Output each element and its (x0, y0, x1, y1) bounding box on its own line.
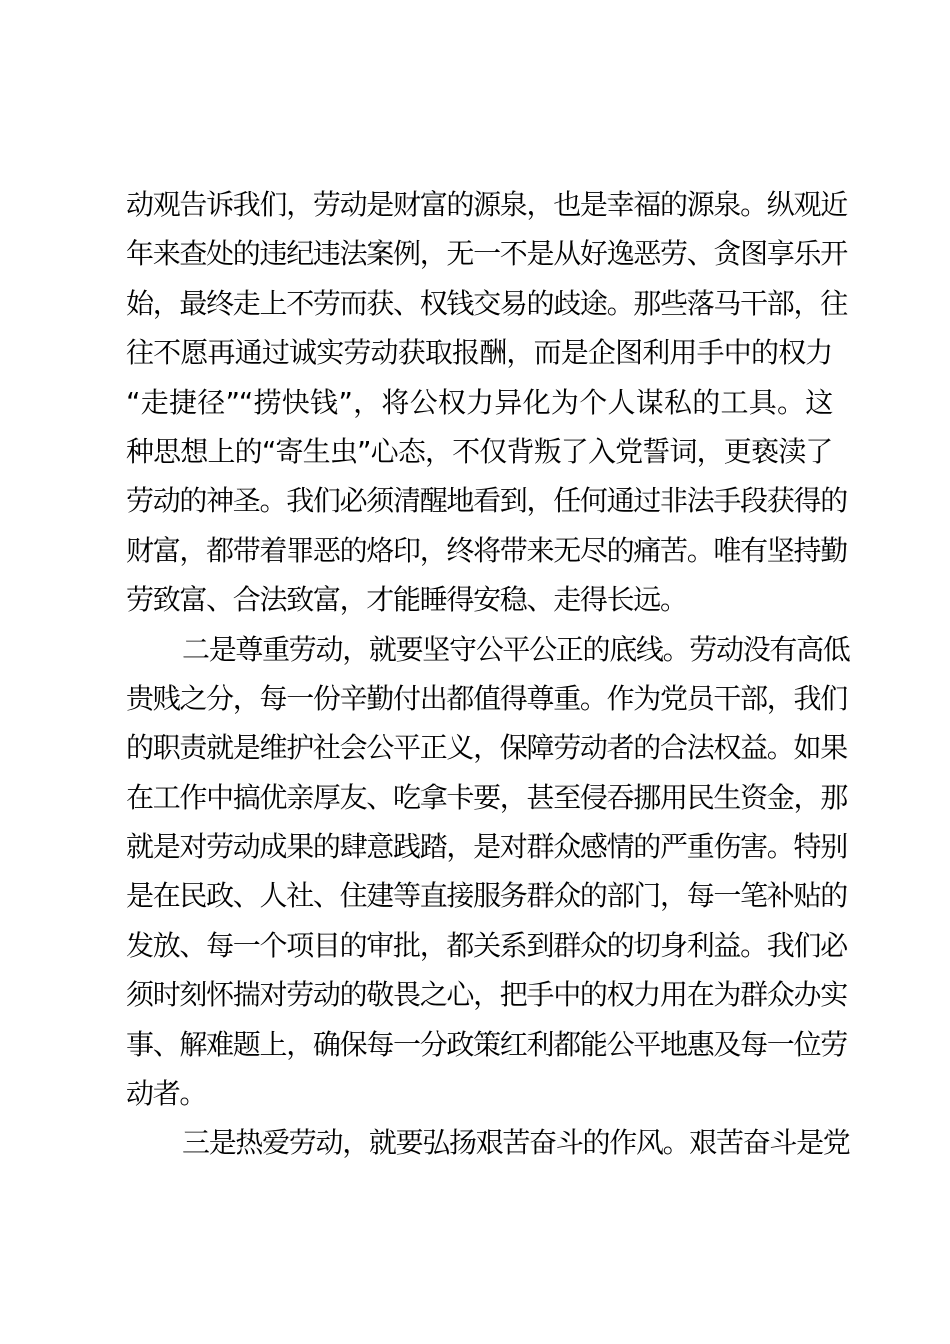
text-line: 事、解难题上，确保每一分政策红利都能公平地惠及每一位劳 (126, 1027, 847, 1061)
text-line: 是在民政、人社、住建等直接服务群众的部门，每一笔补贴的 (126, 879, 847, 913)
text-line: 年来查处的违纪违法案例，无一不是从好逸恶劳、贪图享乐开 (126, 237, 847, 271)
paragraph (126, 180, 847, 625)
text-line: 劳致富、合法致富，才能睡得安稳、走得长远。 (126, 583, 687, 617)
text-line: 就是对劳动成果的肆意践踏，是对群众感情的严重伤害。特别 (126, 830, 847, 864)
document-body (126, 180, 850, 1168)
text-line: 往不愿再通过诚实劳动获取报酬，而是企图利用手中的权力 (126, 336, 832, 370)
text-line: 种思想上的“寄生虫”心态，不仅背叛了入党誓词，更亵渎了 (126, 434, 832, 468)
text-line: 劳动的神圣。我们必须清醒地看到，任何通过非法手段获得的 (126, 484, 847, 518)
text-line: 发放、每一个项目的审批，都关系到群众的切身利益。我们必 (126, 928, 847, 962)
paragraph (126, 1118, 850, 1167)
text-line: 二是尊重劳动，就要坚守公平公正的底线。劳动没有高低 (182, 632, 850, 666)
text-line: 在工作中搞优亲厚友、吃拿卡要，甚至侵吞挪用民生资金，那 (126, 780, 847, 814)
text-line: 财富，都带着罪恶的烙印，终将带来无尽的痛苦。唯有坚持勤 (126, 533, 847, 567)
text-line: 动观告诉我们，劳动是财富的源泉，也是幸福的源泉。纵观近 (126, 188, 847, 221)
text-line: 三是热爱劳动，就要弘扬艰苦奋斗的作风。艰苦奋斗是党 (182, 1126, 850, 1160)
text-line: 的职责就是维护社会公平正义，保障劳动者的合法权益。如果 (126, 731, 847, 765)
text-line: 始，最终走上不劳而获、权钱交易的歧途。那些落马干部，往 (126, 286, 847, 320)
text-line: “走捷径”“捞快钱”，将公权力异化为个人谋私的工具。这 (126, 385, 832, 419)
text-line: 须时刻怀揣对劳动的敬畏之心，把手中的权力用在为群众办实 (126, 978, 847, 1012)
text-line: 动者。 (126, 1077, 207, 1111)
text-line: 贵贱之分，每一份辛勤付出都值得尊重。作为党员干部，我们 (126, 681, 847, 715)
paragraph (126, 625, 850, 1119)
